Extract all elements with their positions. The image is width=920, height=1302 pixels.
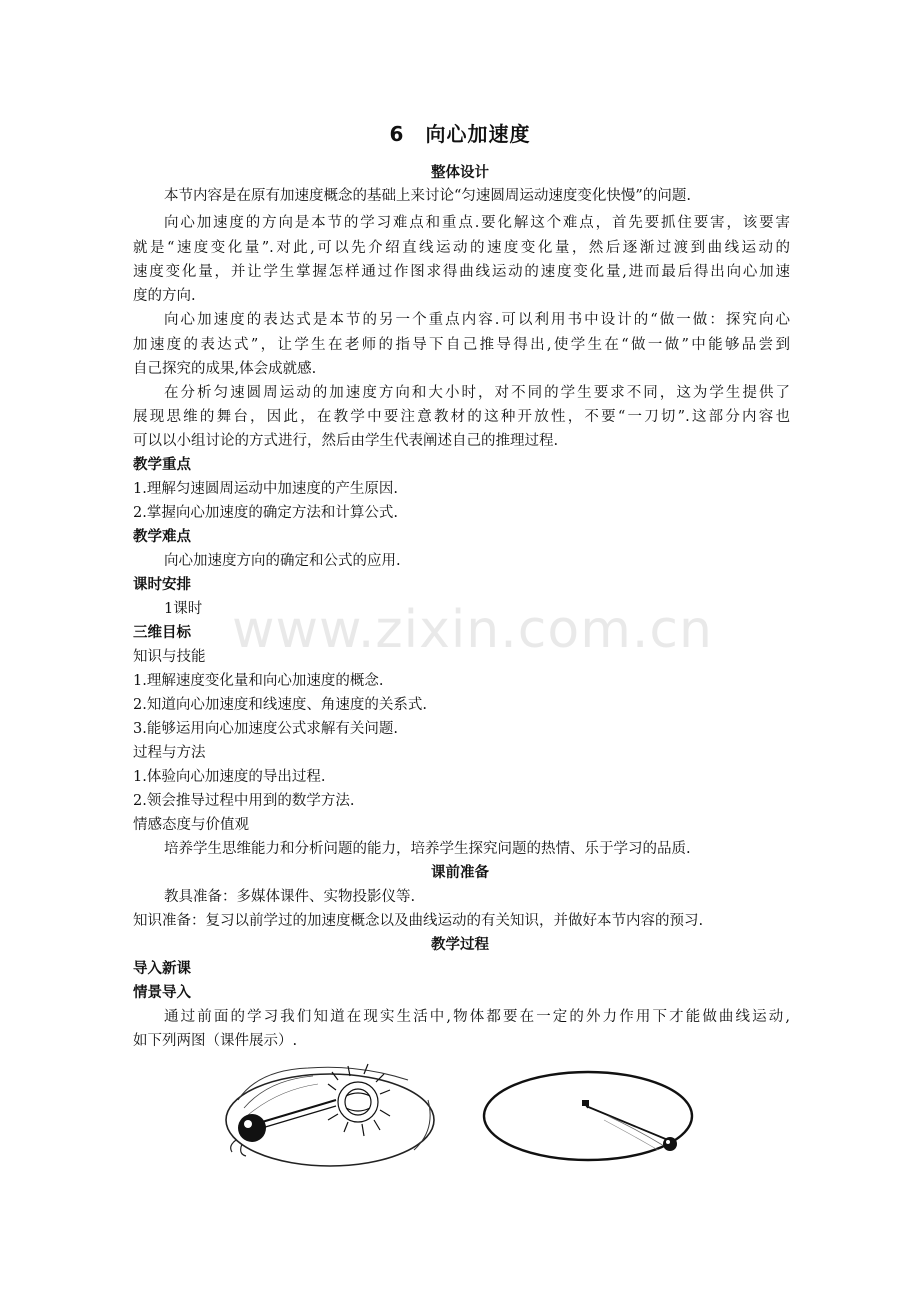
heading-schedule: 课时安排 (133, 577, 191, 593)
difficulty-text: 向心加速度方向的确定和公式的应用. (164, 553, 401, 569)
objective-process-1: 1.体验向心加速度的导出过程. (133, 769, 326, 785)
ball-on-string-circle-icon (478, 1066, 702, 1166)
key-point-1: 1.理解匀速圆周运动中加速度的产生原因. (133, 481, 398, 497)
objective-knowledge-2: 2.知道向心加速度和线速度、角速度的关系式. (133, 697, 427, 713)
overall-paragraph-4-line-2: 展现思维的舞台，因此，在教学中要注意教材的这种开放性，不要“一刀切”.这部分内容也 (133, 409, 790, 425)
objective-process-heading: 过程与方法 (133, 745, 206, 761)
overall-paragraph-2-line-2: 就是“速度变化量”.对此,可以先介绍直线运动的速度变化量，然后逐渐过渡到曲线运动的 (133, 240, 790, 256)
objective-emotion-1: 培养学生思维能力和分析问题的能力，培养学生探究问题的热情、乐于学习的品质. (164, 841, 691, 857)
heading-process: 教学过程 (431, 937, 489, 953)
overall-paragraph-2-line-4: 度的方向. (133, 288, 196, 304)
overall-paragraph-3-line-3: 自己探究的成果,体会成就感. (133, 361, 317, 377)
key-point-2: 2.掌握向心加速度的确定方法和计算公式. (133, 505, 398, 521)
heading-scene-intro: 情景导入 (133, 985, 191, 1001)
objective-knowledge-3: 3.能够运用向心加速度公式求解有关问题. (133, 721, 398, 737)
earth-orbit-sun-sketch-icon (218, 1060, 440, 1172)
heading-overall-design: 整体设计 (431, 165, 489, 181)
objective-emotion-heading: 情感态度与价值观 (133, 817, 249, 833)
heading-difficulties: 教学难点 (133, 529, 191, 545)
overall-paragraph-2-line-3: 速度变化量，并让学生掌握怎样通过作图求得曲线运动的速度变化量,进而最后得出向心加速 (133, 264, 790, 280)
overall-paragraph-4-line-1: 在分析匀速圆周运动的加速度方向和大小时，对不同的学生要求不同，这为学生提供了 (164, 385, 790, 401)
overall-paragraph-1: 本节内容是在原有加速度概念的基础上来讨论“匀速圆周运动速度变化快慢”的问题. (164, 188, 691, 204)
preparation-tools: 教具准备：多媒体课件、实物投影仪等. (164, 889, 416, 905)
scene-line-1: 通过前面的学习我们知道在现实生活中,物体都要在一定的外力作用下才能做曲线运动, (164, 1009, 790, 1025)
heading-objectives: 三维目标 (133, 625, 191, 641)
overall-paragraph-3-line-1: 向心加速度的表达式是本节的另一个重点内容.可以利用书中设计的“做一做：探究向心 (164, 312, 790, 328)
preparation-knowledge: 知识准备：复习以前学过的加速度概念以及曲线运动的有关知识，并做好本节内容的预习. (133, 913, 704, 929)
objective-knowledge-1: 1.理解速度变化量和向心加速度的概念. (133, 673, 384, 689)
objective-process-2: 2.领会推导过程中用到的数学方法. (133, 793, 355, 809)
objective-knowledge-heading: 知识与技能 (133, 649, 206, 665)
watermark: www.zixin.com.cn (232, 600, 713, 660)
heading-preparation: 课前准备 (431, 865, 489, 881)
scene-line-2: 如下列两图（课件展示）. (133, 1033, 298, 1049)
heading-intro: 导入新课 (133, 961, 191, 977)
overall-paragraph-2-line-1: 向心加速度的方向是本节的学习难点和重点.要化解这个难点，首先要抓住要害，该要害 (164, 215, 790, 231)
overall-paragraph-4-line-3: 可以以小组讨论的方式进行，然后由学生代表阐述自己的推理过程. (133, 433, 559, 449)
schedule-text: 1课时 (164, 601, 203, 617)
heading-key-points: 教学重点 (133, 457, 191, 473)
page-title: 6 向心加速度 (389, 122, 531, 146)
overall-paragraph-3-line-2: 加速度的表达式”，让学生在老师的指导下自己推导得出,使学生在“做一做”中能够品尝到 (133, 337, 790, 353)
